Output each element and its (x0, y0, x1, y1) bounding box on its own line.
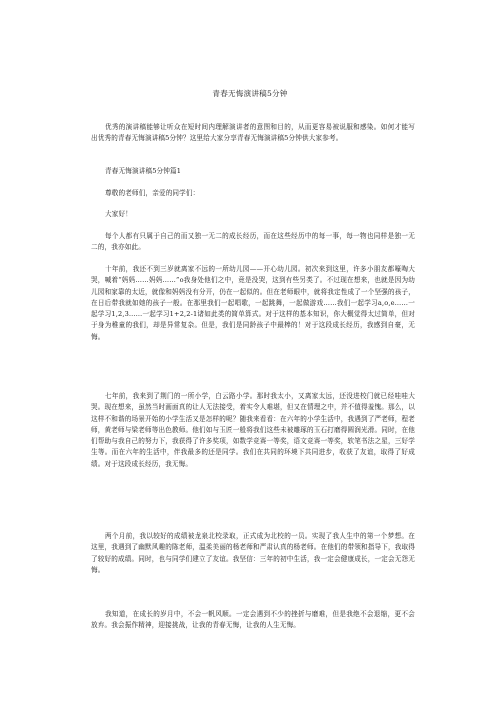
greeting: 尊敬的老师们，亲爱的同学们： (105, 189, 200, 197)
body-paragraph-4: 两个月前，我以较好的成绩被龙泉北校录取，正式成为北校的一员。实现了我人生中的第一个梦想。在这里，我遇到了幽默风趣的陈老师，温柔美丽的杨老师和严肃认真的杨老师。在他们的带领和指导下，我取得了较好的成绩。同时，也与同学们建立了友谊。我坚信：三年的初中生活，我一定会健康成长，一定会无怨无悔。 (91, 532, 415, 574)
body-paragraph-1: 每个人都有只属于自己的而又独一无二的成长经历，而在这些经历中的每一事，每一物也同样是独一无二的，我亦如此。 (91, 232, 415, 252)
hello-line: 大家好！ (105, 210, 132, 218)
document-title: 青春无悔演讲稿5分钟 (212, 89, 288, 98)
section-heading: 青春无悔演讲稿5分钟篇1 (105, 167, 182, 175)
body-paragraph-2: 十年前，我还不到三岁就离家不远的一所幼儿园——开心幼儿园。初次来到这里，许多小朋友都嚎啕大哭，喊着“妈妈……妈妈……”o我身处他们之中，竟是没哭，这到有些另类了。不过现在想来，也就是因为幼儿园和家靠的太近，就像和妈妈没有分开，仍在一起似的。但在老师眼中，就将我定性成了一个坚强的孩子，在日后带我就如她的孩子一般。在那里我们一起唱歌，一起跳舞，一起做游戏……我们一起学习a,o,e……一起学习1,2,3……一起学习1+2,2-1诸如此类的简单算式。对于这样的基本知识，你大概觉得太过简单，但对于身为稚童的我们，却是异常复杂。但是，我们是同龄孩子中最棒的！对于这段成长经历，我感到自豪，无悔。 (91, 265, 415, 341)
intro-paragraph: 优秀的演讲稿能够让听众在短时间内理解演讲者的意图和目的，从而更容易被说服和感染。如何才能写出优秀的青春无悔演讲稿5分钟？这里给大家分享青春无悔演讲稿5分钟供大家参考。 (91, 123, 415, 143)
body-paragraph-3: 七年前，我来到了荆门的一所小学，白云路小学。那时我太小，又离家太远，还没进校门就已经哇哇大哭。现在想来，虽然当时画面真的让人无法接受，着实令人难堪，但又在情理之中，并不值得羞愧。那么，以这样不和谐的场景开始的小学生活又是怎样的呢？随我来看看：在六年的小学生活中，我遇到了严老师，程老师，黄老师与梁老师等出色教师。他们如与玉匠一般将我们这些未被雕琢的玉石打磨得圆润光滑。同时，在他们帮助与我自己的努力下，我获得了许多奖项，如数学竞赛一等奖，语文竞赛一等奖，软笔书法之星，三好学生等。而在六年的生活中，伴我最多的还是同学。我们在共同的环境下共同进步，收获了友谊，取得了好成绩。对于这段成长经历，我无悔。 (91, 392, 415, 468)
body-paragraph-5: 我知道，在成长的岁月中，不会一帆风顺。一定会遇到不少的挫折与磨难，但是我绝不会退缩，更不会放弃。我会振作精神，迎接挑战，让我的青春无悔，让我的人生无悔。 (91, 610, 415, 630)
